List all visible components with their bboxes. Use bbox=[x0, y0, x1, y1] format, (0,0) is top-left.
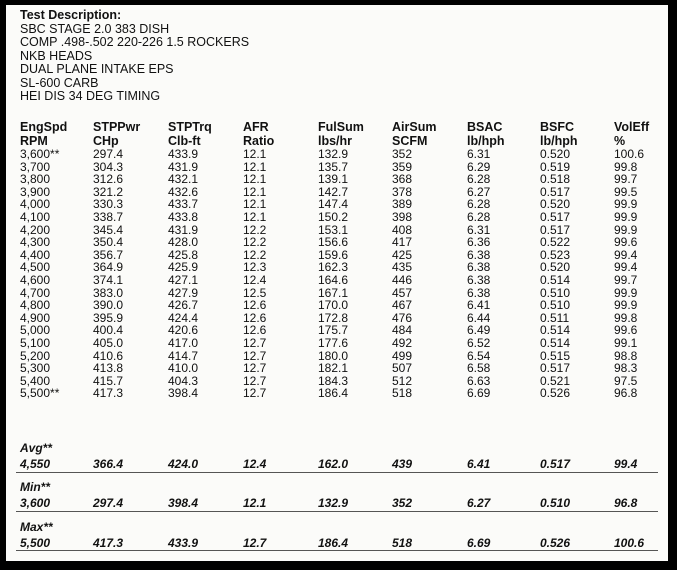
table-cell: 512 bbox=[392, 373, 413, 388]
table-cell: 6.28 bbox=[467, 172, 491, 187]
test-description-title: Test Description: bbox=[20, 8, 122, 22]
table-cell: 395.9 bbox=[93, 310, 124, 325]
table-cell: 12.7 bbox=[243, 361, 267, 376]
table-cell: 5,300 bbox=[20, 361, 51, 376]
table-cell: 0.522 bbox=[540, 235, 571, 250]
table-cell: 484 bbox=[392, 323, 413, 338]
table-cell: 410.6 bbox=[93, 348, 124, 363]
table-cell: 417.0 bbox=[168, 335, 199, 350]
table-cell: 99.6 bbox=[614, 235, 638, 250]
summary-cell: 424.0 bbox=[168, 457, 199, 471]
table-cell: 410.0 bbox=[168, 361, 199, 376]
table-cell: 297.4 bbox=[93, 147, 124, 161]
dyno-sheet bbox=[6, 5, 668, 561]
table-cell: 4,000 bbox=[20, 197, 51, 212]
table-cell: 6.44 bbox=[467, 310, 491, 325]
table-cell: 177.6 bbox=[318, 335, 349, 350]
table-cell: 12.7 bbox=[243, 348, 267, 363]
column-name: AirSum bbox=[392, 120, 437, 134]
table-cell: 12.2 bbox=[243, 235, 267, 250]
table-cell: 0.517 bbox=[540, 209, 571, 224]
table-cell: 99.7 bbox=[614, 272, 638, 287]
table-cell: 12.1 bbox=[243, 159, 267, 174]
summary-row bbox=[6, 536, 668, 550]
column-name: VolEff bbox=[614, 120, 650, 134]
table-cell: 6.41 bbox=[467, 298, 491, 313]
divider-line bbox=[16, 511, 658, 512]
column-header bbox=[318, 121, 364, 148]
table-cell: 180.0 bbox=[318, 348, 349, 363]
summary-row bbox=[6, 457, 668, 471]
column-name: STPPwr bbox=[93, 120, 141, 134]
table-cell: 433.7 bbox=[168, 197, 199, 212]
table-cell: 6.49 bbox=[467, 323, 491, 338]
table-cell: 304.3 bbox=[93, 159, 124, 174]
summary-label: Avg** bbox=[20, 441, 53, 455]
data-table bbox=[6, 148, 668, 400]
table-cell: 0.517 bbox=[540, 361, 571, 376]
table-cell: 12.7 bbox=[243, 335, 267, 350]
description-line: HEI DIS 34 DEG TIMING bbox=[20, 89, 161, 103]
table-cell: 12.1 bbox=[243, 147, 267, 161]
summary-cell: 12.7 bbox=[243, 536, 267, 550]
summary-cell: 297.4 bbox=[93, 496, 124, 510]
summary-cell: 0.526 bbox=[540, 536, 571, 550]
table-cell: 432.1 bbox=[168, 172, 199, 187]
table-cell: 433.9 bbox=[168, 147, 199, 161]
summary-cell: 4,550 bbox=[20, 457, 51, 471]
table-cell: 518 bbox=[392, 386, 413, 401]
summary-cell: 186.4 bbox=[318, 536, 349, 550]
column-unit: lb/hph bbox=[540, 133, 578, 148]
table-cell: 3,800 bbox=[20, 172, 51, 187]
table-cell: 390.0 bbox=[93, 298, 124, 313]
table-cell: 99.7 bbox=[614, 172, 638, 187]
table-cell: 4,900 bbox=[20, 310, 51, 325]
table-cell: 413.8 bbox=[93, 361, 124, 376]
summary-cell: 96.8 bbox=[614, 496, 638, 510]
table-cell: 492 bbox=[392, 335, 413, 350]
table-cell: 96.8 bbox=[614, 386, 638, 401]
table-cell: 5,400 bbox=[20, 373, 51, 388]
table-cell: 345.4 bbox=[93, 222, 124, 237]
summary-cell: 12.4 bbox=[243, 457, 267, 471]
table-cell: 364.9 bbox=[93, 260, 124, 275]
table-cell: 0.511 bbox=[540, 310, 570, 325]
table-cell: 6.38 bbox=[467, 260, 491, 275]
table-cell: 374.1 bbox=[93, 272, 124, 287]
divider-line bbox=[16, 472, 658, 473]
table-cell: 4,600 bbox=[20, 272, 51, 287]
table-cell: 4,500 bbox=[20, 260, 51, 275]
column-header bbox=[392, 121, 436, 148]
column-header bbox=[614, 121, 649, 148]
table-cell: 5,000 bbox=[20, 323, 51, 338]
table-cell: 398 bbox=[392, 209, 413, 224]
table-cell: 6.58 bbox=[467, 361, 491, 376]
table-cell: 99.8 bbox=[614, 159, 638, 174]
table-cell: 12.1 bbox=[243, 172, 267, 187]
table-cell: 182.1 bbox=[318, 361, 349, 376]
table-cell: 99.9 bbox=[614, 209, 638, 224]
table-cell: 0.518 bbox=[540, 172, 571, 187]
summary-cell: 99.4 bbox=[614, 457, 638, 471]
test-description bbox=[20, 9, 420, 104]
table-cell: 4,700 bbox=[20, 285, 51, 300]
table-cell: 408 bbox=[392, 222, 413, 237]
table-cell: 427.9 bbox=[168, 285, 199, 300]
table-cell: 457 bbox=[392, 285, 413, 300]
column-name: FulSum bbox=[318, 120, 364, 134]
table-cell: 142.7 bbox=[318, 184, 349, 199]
table-cell: 4,800 bbox=[20, 298, 51, 313]
column-unit: RPM bbox=[20, 133, 48, 148]
table-row bbox=[6, 173, 668, 186]
table-cell: 5,100 bbox=[20, 335, 51, 350]
table-cell: 147.4 bbox=[318, 197, 349, 212]
summary-cell: 100.6 bbox=[614, 536, 645, 550]
table-cell: 6.54 bbox=[467, 348, 491, 363]
table-cell: 99.4 bbox=[614, 260, 638, 275]
table-cell: 164.6 bbox=[318, 272, 349, 287]
table-cell: 12.1 bbox=[243, 209, 267, 224]
table-cell: 6.29 bbox=[467, 159, 491, 174]
table-cell: 476 bbox=[392, 310, 413, 325]
table-cell: 0.517 bbox=[540, 184, 571, 199]
table-cell: 170.0 bbox=[318, 298, 349, 313]
table-cell: 6.63 bbox=[467, 373, 491, 388]
table-cell: 3,900 bbox=[20, 184, 51, 199]
summary-label: Min** bbox=[20, 480, 50, 494]
table-row bbox=[6, 387, 668, 400]
summary-cell: 439 bbox=[392, 457, 413, 471]
table-header bbox=[6, 121, 668, 149]
table-cell: 6.38 bbox=[467, 247, 491, 262]
table-cell: 467 bbox=[392, 298, 413, 313]
table-cell: 425.8 bbox=[168, 247, 199, 262]
table-cell: 425 bbox=[392, 247, 413, 262]
table-cell: 98.3 bbox=[614, 361, 638, 376]
table-cell: 4,100 bbox=[20, 209, 51, 224]
table-cell: 99.8 bbox=[614, 310, 638, 325]
summary-cell: 6.41 bbox=[467, 457, 491, 471]
table-cell: 184.3 bbox=[318, 373, 349, 388]
column-unit: Ratio bbox=[243, 133, 275, 148]
table-cell: 12.4 bbox=[243, 272, 267, 287]
table-cell: 446 bbox=[392, 272, 413, 287]
table-cell: 398.4 bbox=[168, 386, 199, 401]
table-cell: 153.1 bbox=[318, 222, 349, 237]
table-row bbox=[6, 337, 668, 350]
table-cell: 12.3 bbox=[243, 260, 267, 275]
table-cell: 312.6 bbox=[93, 172, 124, 187]
table-cell: 12.7 bbox=[243, 373, 267, 388]
table-cell: 12.1 bbox=[243, 184, 267, 199]
table-row bbox=[6, 211, 668, 224]
table-cell: 12.6 bbox=[243, 323, 267, 338]
column-unit: % bbox=[614, 133, 626, 148]
table-cell: 12.2 bbox=[243, 222, 267, 237]
table-cell: 12.5 bbox=[243, 285, 267, 300]
table-cell: 12.2 bbox=[243, 247, 267, 262]
column-header bbox=[20, 121, 67, 148]
table-cell: 175.7 bbox=[318, 323, 349, 338]
table-cell: 404.3 bbox=[168, 373, 199, 388]
summary-cell: 0.517 bbox=[540, 457, 571, 471]
table-cell: 356.7 bbox=[93, 247, 124, 262]
table-cell: 6.31 bbox=[467, 147, 491, 161]
table-cell: 0.520 bbox=[540, 197, 571, 212]
column-name: EngSpd bbox=[20, 120, 68, 134]
table-cell: 433.8 bbox=[168, 209, 199, 224]
table-cell: 0.510 bbox=[540, 285, 571, 300]
table-cell: 6.31 bbox=[467, 222, 491, 237]
summary-cell: 162.0 bbox=[318, 457, 349, 471]
table-cell: 132.9 bbox=[318, 147, 349, 161]
table-cell: 383.0 bbox=[93, 285, 124, 300]
column-name: AFR bbox=[243, 120, 269, 134]
table-cell: 6.38 bbox=[467, 285, 491, 300]
table-cell: 425.9 bbox=[168, 260, 199, 275]
table-cell: 100.6 bbox=[614, 147, 645, 161]
column-header bbox=[467, 121, 505, 148]
table-cell: 99.1 bbox=[614, 335, 638, 350]
summary-row bbox=[6, 496, 668, 510]
table-cell: 435 bbox=[392, 260, 413, 275]
description-line: DUAL PLANE INTAKE EPS bbox=[20, 62, 174, 76]
table-cell: 0.521 bbox=[540, 373, 571, 388]
table-cell: 6.38 bbox=[467, 272, 491, 287]
summary-cell: 6.27 bbox=[467, 496, 491, 510]
table-row bbox=[6, 299, 668, 312]
table-cell: 417 bbox=[392, 235, 413, 250]
table-row bbox=[6, 236, 668, 249]
table-cell: 427.1 bbox=[168, 272, 199, 287]
summary-cell: 12.1 bbox=[243, 496, 267, 510]
table-cell: 135.7 bbox=[318, 159, 349, 174]
table-row bbox=[6, 274, 668, 287]
table-cell: 12.6 bbox=[243, 310, 267, 325]
table-cell: 417.3 bbox=[93, 386, 124, 401]
table-cell: 167.1 bbox=[318, 285, 349, 300]
column-unit: lbs/hr bbox=[318, 133, 353, 148]
table-row bbox=[6, 362, 668, 375]
table-cell: 3,700 bbox=[20, 159, 51, 174]
table-cell: 6.27 bbox=[467, 184, 491, 199]
table-cell: 0.510 bbox=[540, 298, 571, 313]
table-cell: 172.8 bbox=[318, 310, 349, 325]
summary-label: Max** bbox=[20, 520, 53, 534]
table-cell: 6.69 bbox=[467, 386, 491, 401]
table-cell: 99.9 bbox=[614, 197, 638, 212]
table-cell: 4,300 bbox=[20, 235, 51, 250]
column-name: BSFC bbox=[540, 120, 575, 134]
table-cell: 431.9 bbox=[168, 222, 199, 237]
table-cell: 98.8 bbox=[614, 348, 638, 363]
table-cell: 6.36 bbox=[467, 235, 491, 250]
table-cell: 431.9 bbox=[168, 159, 199, 174]
description-line: NKB HEADS bbox=[20, 48, 93, 63]
column-name: STPTrq bbox=[168, 120, 212, 134]
column-header bbox=[243, 121, 274, 148]
summary-cell: 433.9 bbox=[168, 536, 199, 550]
column-header bbox=[93, 121, 140, 148]
table-cell: 499 bbox=[392, 348, 413, 363]
table-cell: 0.520 bbox=[540, 147, 571, 161]
table-cell: 12.7 bbox=[243, 386, 267, 401]
summary-cell: 352 bbox=[392, 496, 413, 510]
table-cell: 12.1 bbox=[243, 197, 267, 212]
divider-line bbox=[16, 550, 658, 551]
table-cell: 415.7 bbox=[93, 373, 124, 388]
summary-cell: 6.69 bbox=[467, 536, 491, 550]
table-cell: 150.2 bbox=[318, 209, 349, 224]
table-cell: 5,200 bbox=[20, 348, 51, 363]
table-cell: 432.6 bbox=[168, 184, 199, 199]
table-cell: 321.2 bbox=[93, 184, 124, 199]
table-cell: 0.526 bbox=[540, 386, 571, 401]
table-cell: 0.514 bbox=[540, 323, 571, 338]
table-cell: 405.0 bbox=[93, 335, 124, 350]
table-cell: 389 bbox=[392, 197, 413, 212]
table-cell: 0.514 bbox=[540, 335, 571, 350]
table-cell: 99.5 bbox=[614, 184, 638, 199]
table-cell: 99.9 bbox=[614, 222, 638, 237]
table-cell: 424.4 bbox=[168, 310, 199, 325]
table-row bbox=[6, 148, 668, 161]
table-cell: 6.28 bbox=[467, 209, 491, 224]
table-cell: 99.9 bbox=[614, 298, 638, 313]
summary-cell: 398.4 bbox=[168, 496, 199, 510]
table-cell: 162.3 bbox=[318, 260, 349, 275]
column-unit: lb/hph bbox=[467, 133, 505, 148]
table-cell: 0.519 bbox=[540, 159, 571, 174]
description-line: SL-600 CARB bbox=[20, 75, 99, 90]
table-cell: 139.1 bbox=[318, 172, 349, 187]
table-cell: 330.3 bbox=[93, 197, 124, 212]
table-cell: 5,500** bbox=[20, 386, 60, 401]
table-cell: 400.4 bbox=[93, 323, 124, 338]
table-cell: 368 bbox=[392, 172, 413, 187]
table-cell: 420.6 bbox=[168, 323, 199, 338]
table-cell: 186.4 bbox=[318, 386, 349, 401]
table-cell: 414.7 bbox=[168, 348, 199, 363]
summary-cell: 5,500 bbox=[20, 536, 51, 550]
description-line: SBC STAGE 2.0 383 DISH bbox=[20, 21, 170, 36]
description-line: COMP .498-.502 220-226 1.5 ROCKERS bbox=[20, 35, 250, 49]
table-cell: 350.4 bbox=[93, 235, 124, 250]
table-cell: 428.0 bbox=[168, 235, 199, 250]
table-cell: 4,200 bbox=[20, 222, 51, 237]
summary-cell: 0.510 bbox=[540, 496, 571, 510]
table-cell: 4,400 bbox=[20, 247, 51, 262]
table-cell: 97.5 bbox=[614, 373, 638, 388]
table-cell: 12.6 bbox=[243, 298, 267, 313]
column-header bbox=[168, 121, 212, 148]
table-cell: 6.52 bbox=[467, 335, 491, 350]
summary-cell: 417.3 bbox=[93, 536, 124, 550]
table-cell: 0.523 bbox=[540, 247, 571, 262]
table-cell: 0.517 bbox=[540, 222, 571, 237]
column-unit: SCFM bbox=[392, 133, 428, 148]
table-cell: 378 bbox=[392, 184, 413, 199]
table-cell: 159.6 bbox=[318, 247, 349, 262]
table-cell: 156.6 bbox=[318, 235, 349, 250]
table-cell: 0.520 bbox=[540, 260, 571, 275]
column-unit: Clb-ft bbox=[168, 133, 201, 148]
table-cell: 6.28 bbox=[467, 197, 491, 212]
table-cell: 0.514 bbox=[540, 272, 571, 287]
table-cell: 0.515 bbox=[540, 348, 571, 363]
table-cell: 3,600** bbox=[20, 147, 60, 161]
column-unit: CHp bbox=[93, 133, 119, 148]
table-cell: 99.9 bbox=[614, 285, 638, 300]
table-cell: 507 bbox=[392, 361, 413, 376]
summary-cell: 3,600 bbox=[20, 496, 51, 510]
table-cell: 352 bbox=[392, 147, 413, 161]
column-header bbox=[540, 121, 578, 148]
table-cell: 99.4 bbox=[614, 247, 638, 262]
column-name: BSAC bbox=[467, 120, 503, 134]
summary-cell: 366.4 bbox=[93, 457, 124, 471]
table-cell: 338.7 bbox=[93, 209, 124, 224]
summary-cell: 518 bbox=[392, 536, 413, 550]
table-cell: 359 bbox=[392, 159, 413, 174]
summary-cell: 132.9 bbox=[318, 496, 349, 510]
table-cell: 426.7 bbox=[168, 298, 199, 313]
table-cell: 99.6 bbox=[614, 323, 638, 338]
